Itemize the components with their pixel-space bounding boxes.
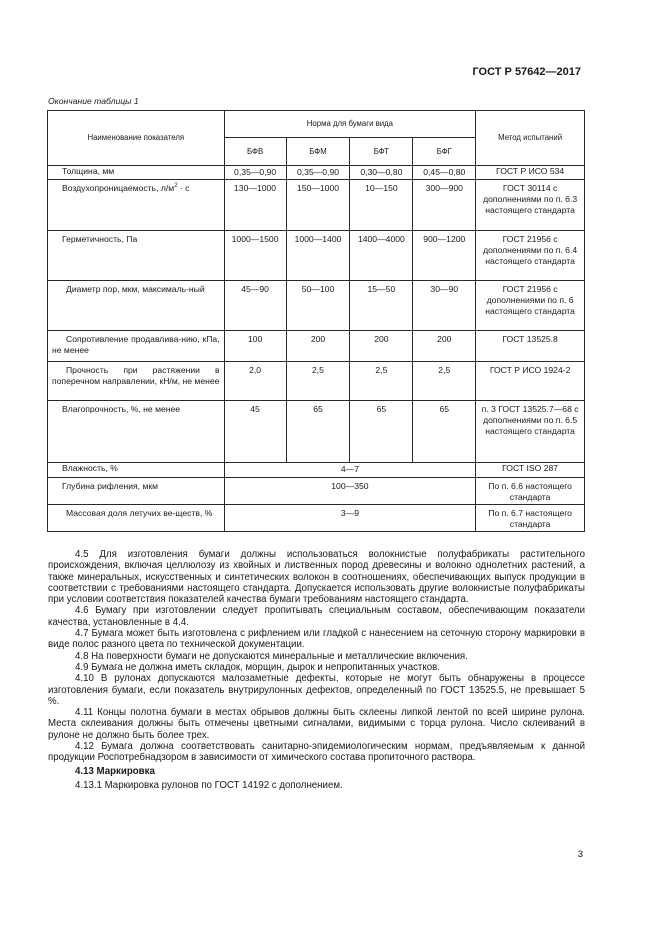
row-name: Толщина, мм bbox=[48, 166, 225, 180]
row-value: 150—1000 bbox=[286, 180, 350, 231]
type-bfg: БФГ bbox=[413, 138, 476, 166]
row-value: 2,5 bbox=[350, 362, 413, 401]
row-value: 45 bbox=[224, 401, 286, 463]
row-value: 15—50 bbox=[350, 281, 413, 331]
row-value: 1000—1400 bbox=[286, 231, 350, 281]
table-row bbox=[48, 166, 585, 180]
body-text bbox=[48, 549, 585, 791]
row-name: Герметичность, Па bbox=[48, 231, 225, 281]
row-name: Влагопрочность, %, не менее bbox=[48, 401, 225, 463]
properties-table bbox=[47, 110, 585, 532]
row-value: 65 bbox=[413, 401, 476, 463]
row-value: 1400—4000 bbox=[350, 231, 413, 281]
row-method: ГОСТ Р ИСО 534 bbox=[476, 166, 585, 180]
table-row bbox=[48, 331, 585, 362]
row-value: 0,35—0,90 bbox=[224, 166, 286, 180]
row-merged-value: 3—9 bbox=[224, 505, 476, 532]
paragraph-4-5: 4.5 Для изготовления бумаги должны использоваться волокнистые полуфабрикаты растительного происхождения, включая целлюлозу из хвойных и лиственных пород древесины и волокно однолетних растений, а также минеральных, искусственных и синтетических волокон в соотношениях, обеспечивающих выпуск продукции в соответствии с требованиями настоящего стандарта. Допускается использовать другие волокнистые полуфабрикаты при условии соответствия показателей качества бумаги требованиям настоящего стандарта. bbox=[48, 549, 585, 606]
row-value: 0,35—0,90 bbox=[286, 166, 350, 180]
section-heading-4-13: 4.13 Маркировка bbox=[75, 765, 155, 777]
paragraph-4-9: 4.9 Бумага не должна иметь складок, морщин, дырок и непропитанных участков. bbox=[75, 661, 440, 673]
standard-designation: ГОСТ Р 57642—2017 bbox=[472, 66, 581, 78]
row-value: 30—90 bbox=[413, 281, 476, 331]
row-merged-value: 100—350 bbox=[224, 478, 476, 505]
row-value: 50—100 bbox=[286, 281, 350, 331]
paragraph-4-7: 4.7 Бумага может быть изготовлена с рифлением или гладкой с нанесением на сеточную сторону маркировки в виде полос разного цвета по технической документации. bbox=[48, 628, 585, 651]
row-value: 65 bbox=[350, 401, 413, 463]
row-value: 1000—1500 bbox=[224, 231, 286, 281]
row-method: ГОСТ Р ИСО 1924-2 bbox=[476, 362, 585, 401]
type-bfm: БФМ bbox=[286, 138, 350, 166]
row-merged-value: 4—7 bbox=[224, 463, 476, 478]
header-name: Наименование показателя bbox=[48, 111, 225, 166]
table-row bbox=[48, 463, 585, 478]
header-method: Метод испытаний bbox=[476, 111, 585, 166]
table-caption: Окончание таблицы 1 bbox=[48, 96, 139, 106]
row-name: Влажность, % bbox=[48, 463, 225, 478]
page-number: 3 bbox=[577, 849, 583, 860]
row-value: 300—900 bbox=[413, 180, 476, 231]
row-name: Глубина рифления, мкм bbox=[48, 478, 225, 505]
row-method: ГОСТ 21956 с дополнениями по п. 6.4 настоящего стандарта bbox=[476, 231, 585, 281]
table-row bbox=[48, 505, 585, 532]
row-name: Прочность при растяжении в поперечном направлении, кН/м, не менее bbox=[48, 362, 225, 401]
row-value: 0,45—0,80 bbox=[413, 166, 476, 180]
table-row bbox=[48, 231, 585, 281]
row-value: 200 bbox=[350, 331, 413, 362]
paragraph-4-11: 4.11 Концы полотна бумаги в местах обрывов должны быть склеены липкой лентой по всей ширине рулона. Места склеивания должны быть отмечены цветными сигналами, видимыми с торца рулона. Число склеиваний в рулоне не должно быть более трех. bbox=[48, 707, 585, 741]
paragraph-4-6: 4.6 Бумагу при изготовлении следует пропитывать специальным составом, обеспечивающим показатели качества, установленные в 4.4. bbox=[48, 605, 585, 628]
paragraph-4-12: 4.12 Бумага должна соответствовать санитарно-эпидемиологическим нормам, предъявляемым к данной продукции Роспотребнадзором в зависимости от химического состава пропиточного раствора. bbox=[48, 741, 585, 764]
table-row bbox=[48, 401, 585, 463]
row-value: 45—90 bbox=[224, 281, 286, 331]
table-row bbox=[48, 180, 585, 231]
row-method: ГОСТ ISO 287 bbox=[476, 463, 585, 478]
header-norm: Норма для бумаги вида bbox=[224, 111, 476, 138]
table-row bbox=[48, 362, 585, 401]
row-value: 100 bbox=[224, 331, 286, 362]
row-method: По п. 6.6 настоящего стандарта bbox=[476, 478, 585, 505]
row-value: 65 bbox=[286, 401, 350, 463]
row-name: Массовая доля летучих ве-ществ, % bbox=[48, 505, 225, 532]
paragraph-4-8: 4.8 На поверхности бумаги не допускаются минеральные и металлические включения. bbox=[75, 650, 468, 662]
row-name: Диаметр пор, мкм, максималь-ный bbox=[48, 281, 225, 331]
row-value: 200 bbox=[286, 331, 350, 362]
row-method: По п. 6.7 настоящего стандарта bbox=[476, 505, 585, 532]
row-method: ГОСТ 13525.8 bbox=[476, 331, 585, 362]
row-value: 0,30—0,80 bbox=[350, 166, 413, 180]
row-method: ГОСТ 30114 с дополнениями по п. 6.3 настоящего стандарта bbox=[476, 180, 585, 231]
type-bfv: БФВ bbox=[224, 138, 286, 166]
row-name: Сопротивление продавлива-нию, кПа, не менее bbox=[48, 331, 225, 362]
row-name: Воздухопроницаемость, $л/м^2 \cdot с$ bbox=[48, 180, 225, 231]
table-row bbox=[48, 281, 585, 331]
row-value: 130—1000 bbox=[224, 180, 286, 231]
row-value: 2,0 bbox=[224, 362, 286, 401]
row-method: п. 3 ГОСТ 13525.7—68 с дополнениями по п. 6.5 настоящего стандарта bbox=[476, 401, 585, 463]
row-value: 200 bbox=[413, 331, 476, 362]
table-row bbox=[48, 478, 585, 505]
paragraph-4-10: 4.10 В рулонах допускаются малозаметные дефекты, которые не могут быть обнаружены в процессе изготовления бумаги, если показатель внутрирулонных дефектов, определенный по ГОСТ 13525.5, не превышает 5 %. bbox=[48, 673, 585, 707]
table-header-row bbox=[48, 111, 585, 138]
row-value: 10—150 bbox=[350, 180, 413, 231]
row-method: ГОСТ 21956 с дополнениями по п. 6 настоящего стандарта bbox=[476, 281, 585, 331]
row-value: 900—1200 bbox=[413, 231, 476, 281]
type-bft: БФТ bbox=[350, 138, 413, 166]
row-value: 2,5 bbox=[286, 362, 350, 401]
paragraph-4-13-1: 4.13.1 Маркировка рулонов по ГОСТ 14192 с дополнением. bbox=[75, 779, 343, 791]
row-value: 2,5 bbox=[413, 362, 476, 401]
